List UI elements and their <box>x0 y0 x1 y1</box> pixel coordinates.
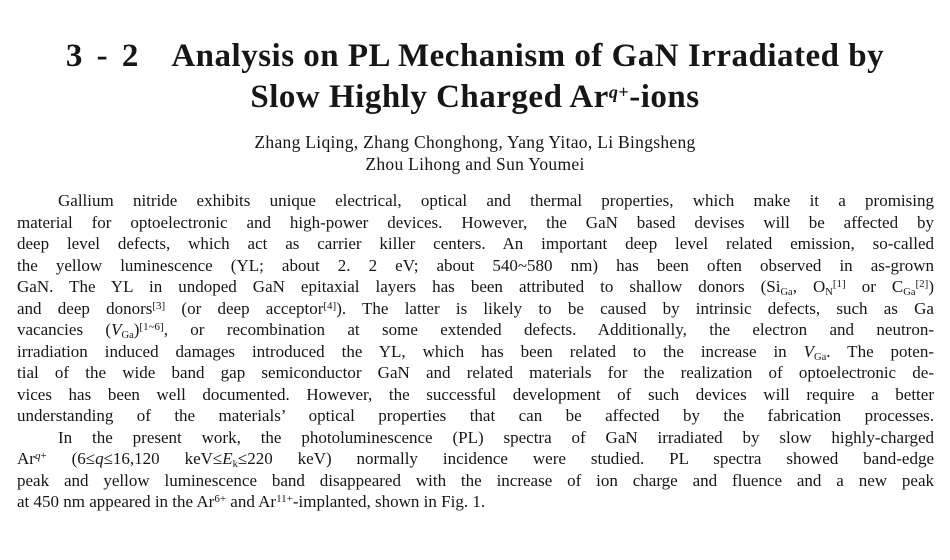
title-text-1: Analysis on PL Mechanism of GaN Irradiated by <box>171 38 885 74</box>
text-line: material for optoelectronic and high-power devices. However, the GaN based devises will be affected by <box>17 212 934 232</box>
text-line: and deep donors[3] (or deep acceptor[4]). The latter is likely to be caused by intrinsic defects, such as Ga <box>17 298 934 318</box>
text-line: $Ar^{q+}$ (6≤q≤16,120 $keV\le E_k\le 220$ keV) normally incidence were studied. PL spectra showed band-edge <box>17 449 934 470</box>
text-line: vacancies $(V_{Ga})[1\sim 6]$, or recombination at some extended defects. Additionally, the electron and neutron- <box>17 320 934 341</box>
text-line: irradiation induced damages introduced the YL, which has been related to the increase in $V_{Ga}$. The poten- <box>17 341 934 363</box>
text-line: vices has been well documented. However, the successful development of such devices will require a better <box>17 384 934 404</box>
title-line-1 <box>30 36 920 77</box>
text-line: GaN. The YL in undoped GaN epitaxial layers has been attributed to shallow donors ($Si_{Ga}$, $O_N[1]$ or $C_{Ga}[2]$) <box>17 277 935 298</box>
paragraph-1 <box>17 190 934 427</box>
text-line: tial of the wide band gap semiconductor GaN and related materials for the realization of optoelectronic de- <box>17 363 934 382</box>
paragraph-2 <box>17 427 934 513</box>
title-line-2: Slow Highly Charged $Ar^{q+}$-ions <box>250 79 700 115</box>
text-line: the yellow luminescence (YL; about 2. 2 eV; about 540~580 nm) has been often observed in as-grown <box>17 255 934 275</box>
text-line: In the present work, the photoluminescence (PL) spectra of GaN irradiated by slow highly-charged <box>58 427 934 447</box>
section-number: 3 - 2 <box>65 38 142 74</box>
text-line: peak and yellow luminescence band disappeared with the increase of ion charge and fluence and a new peak <box>17 470 934 490</box>
paper-header <box>0 36 950 175</box>
author-list <box>0 131 950 175</box>
authors-line-1: Zhang Liqing, Zhang Chonghong, Yang Yitao, Li Bingsheng <box>254 132 696 152</box>
abstract-text <box>17 190 934 513</box>
text-line: Gallium nitride exhibits unique electrical, optical and thermal properties, which make it a promising <box>58 191 934 210</box>
text-line: at 450 nm appeared in the $Ar^{6+}$ and $Ar^{11+}$-implanted, shown in Fig. 1. <box>17 492 486 511</box>
text-line: deep level defects, which act as carrier killer centers. An important deep level related emission, so-called <box>17 234 934 253</box>
paper-title <box>30 36 920 118</box>
authors-line-2: Zhou Lihong and Sun Youmei <box>365 154 585 174</box>
text-line: understanding of the materials’ optical properties that can be affected by the fabrication processes. <box>17 406 934 425</box>
